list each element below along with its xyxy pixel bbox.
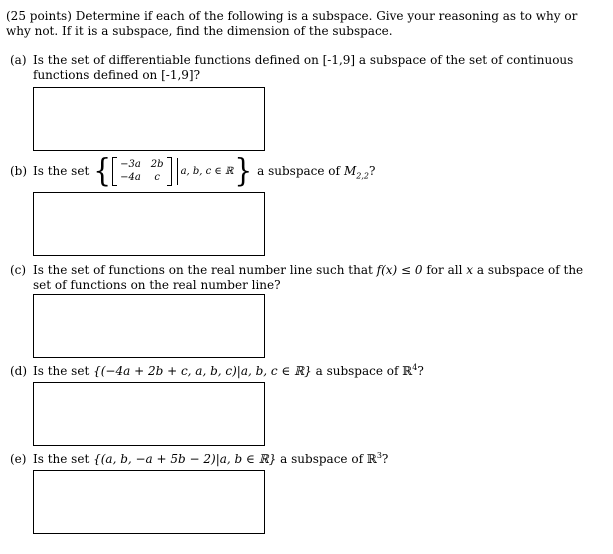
question-b-text-pre: Is the set <box>33 163 90 178</box>
question-e-space-exponent: 3 <box>376 451 382 460</box>
matrix-entry-12: 2b <box>150 159 164 170</box>
set-condition: a, b, c ∈ ℝ <box>180 165 234 177</box>
question-b-end: ? <box>369 163 376 178</box>
question-d-space-symbol: ℝ <box>402 364 413 378</box>
left-brace: { <box>93 151 112 190</box>
matrix-space-subscript: 2,2 <box>356 170 370 180</box>
question-b-text-post: a subspace of <box>257 163 340 178</box>
question-c-text-mid: for all <box>426 263 463 277</box>
question-c-variable: x <box>466 263 474 277</box>
answer-box-c[interactable] <box>33 294 265 358</box>
question-e-end: ? <box>381 452 389 466</box>
question-d-space <box>402 364 417 378</box>
answer-box-e[interactable] <box>33 470 265 534</box>
question-d-label: (d) <box>10 364 28 378</box>
problem-intro: (25 points) Determine if each of the following is a subspace. Give your reasoning as to why or why not. If it is a subspace, find the dimension of the subspace. <box>6 9 578 38</box>
matrix-entry-21: −4a <box>120 172 141 183</box>
question-d-text-post: a subspace of <box>315 364 399 378</box>
matrix-right-bracket <box>167 157 172 186</box>
question-d-end: ? <box>417 364 424 378</box>
right-brace: } <box>234 151 253 190</box>
question-e-set: {(a, b, −a + 5b − 2)|a, b ∈ ℝ} <box>93 452 277 466</box>
question-a-text: Is the set of differentiable functions defined on [-1,9] a subspace of the set of continuous functions defined on [-1,9]? <box>33 53 574 82</box>
question-b-label: (b) <box>10 164 28 178</box>
question-c-inequality: f(x) ≤ 0 <box>376 263 423 277</box>
question-a <box>10 53 588 83</box>
answer-box-b[interactable] <box>33 192 265 256</box>
matrix-space-symbol: M <box>343 163 357 178</box>
question-d-set: {(−4a + 2b + c, a, b, c)|a, b, c ∈ ℝ} <box>93 364 312 378</box>
matrix-entry-11: −3a <box>120 159 141 170</box>
question-d-text-pre: Is the set <box>33 364 90 378</box>
question-c <box>10 263 588 293</box>
matrix <box>120 158 163 184</box>
question-d <box>10 364 588 379</box>
question-c-text-pre: Is the set of functions on the real number line such that <box>33 263 373 277</box>
question-a-label: (a) <box>10 53 27 67</box>
question-e-text-post: a subspace of <box>280 452 364 466</box>
question-c-text-post: a subspace of the set of functions on the real number line? <box>33 263 584 292</box>
answer-box-d[interactable] <box>33 382 265 446</box>
answer-box-a[interactable] <box>33 87 265 151</box>
matrix-entry-22: c <box>154 172 160 183</box>
question-e-text-pre: Is the set <box>33 452 90 466</box>
question-e <box>10 452 588 467</box>
question-d-space-exponent: 4 <box>412 363 418 372</box>
set-divider <box>177 158 178 185</box>
question-e-space <box>367 452 382 466</box>
matrix-left-bracket <box>112 157 117 186</box>
question-b <box>10 151 588 190</box>
question-e-space-symbol: ℝ <box>366 452 377 466</box>
question-e-label: (e) <box>10 452 27 466</box>
matrix-space <box>344 164 369 179</box>
question-c-label: (c) <box>10 263 27 277</box>
